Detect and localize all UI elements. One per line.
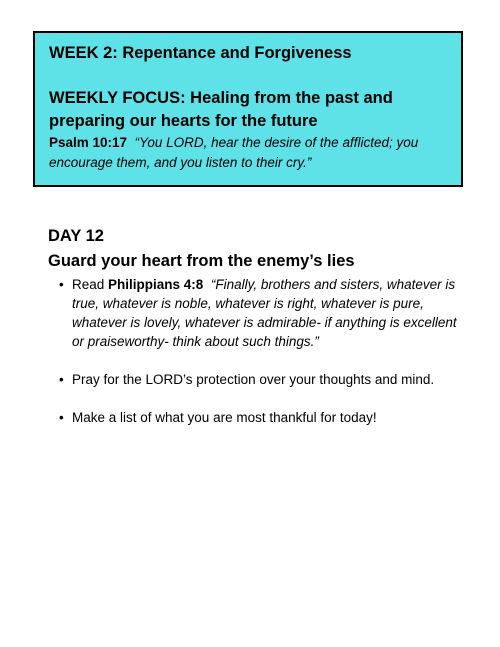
- psalm-reference: Psalm 10:17: [49, 135, 128, 150]
- day-title: Guard your heart from the enemy’s lies: [48, 252, 355, 270]
- thankful-text: Make a list of what you are most thankful for today!: [72, 410, 377, 425]
- list-item-thankful-list: [59, 408, 468, 427]
- week-title: WEEK 2: Repentance and Forgiveness: [49, 44, 352, 62]
- devotional-task-list: [48, 275, 468, 427]
- list-item-read-scripture: [59, 275, 468, 351]
- bullet-icon: •: [59, 372, 64, 387]
- pray-text: Pray for the LORD’s protection over your thoughts and mind.: [72, 372, 435, 387]
- scripture-reference: Philippians 4:8: [108, 277, 204, 292]
- weekly-header-box: [33, 31, 463, 187]
- bullet-icon: •: [59, 410, 64, 425]
- psalm-verse-text: “You LORD, hear the desire of the afflicted; you encourage them, and you listen to their cry.”: [49, 135, 419, 170]
- bullet-icon: •: [59, 277, 64, 292]
- read-prefix: Read: [72, 277, 109, 292]
- weekly-focus-title: WEEKLY FOCUS: Healing from the past and preparing our hearts for the future: [49, 89, 393, 130]
- day-number: DAY 12: [48, 227, 104, 245]
- psalm-quote: [49, 133, 447, 173]
- list-item-pray: [59, 370, 468, 389]
- day-section: [48, 225, 468, 446]
- scripture-quote: “Finally, brothers and sisters, whatever is true, whatever is noble, whatever is right, whatever is pure, whatever is lovely, whatever is admirable- if anything is excellent or praiseworthy- think about such things.”: [72, 277, 457, 349]
